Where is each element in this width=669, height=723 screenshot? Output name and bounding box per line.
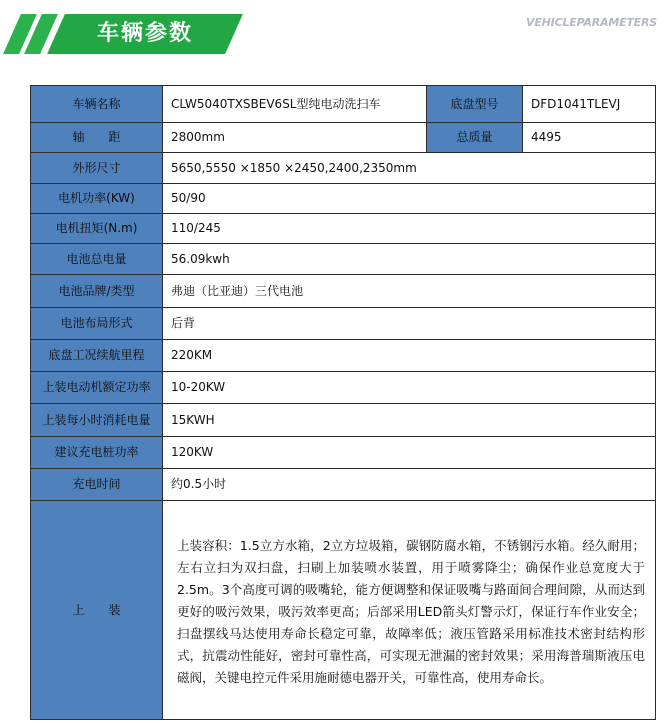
english-title: VEHICLEPARAMETERS <box>526 16 657 29</box>
table-row <box>31 153 656 184</box>
spec-value-charging-time: 约0.5小时 <box>163 469 656 501</box>
table-row <box>31 340 656 372</box>
spec-label-battery-layout: 电池布局形式 <box>31 308 163 340</box>
spec-label-upper-motor-power: 上装电动机额定功率 <box>31 372 163 404</box>
spec-value-battery-layout: 后背 <box>163 308 656 340</box>
spec-label-battery-brand: 电池品牌/类型 <box>31 275 163 308</box>
table-row <box>31 404 656 437</box>
spec-value-battery-capacity: 56.09kwh <box>163 244 656 275</box>
spec-label-motor-power: 电机功率(KW) <box>31 184 163 214</box>
table-row <box>31 123 656 153</box>
table-row <box>31 372 656 404</box>
spec-value-dimensions: 5650,5550 ×1850 ×2450,2400,2350mm <box>163 153 656 184</box>
table-row <box>31 275 656 308</box>
spec-value-upper-body-description: 上装容积：1.5立方水箱，2立方垃圾箱，碳钢防腐水箱，不锈钢污水箱。经久耐用；左右立扫为双扫盘，扫刷上加装喷水装置，用于喷雾降尘；确保作业总宽度大于2.5m。3个高度可调的吸嘴轮，能方便调整和保证吸嘴与路面间合理间隙，从而达到更好的吸污效果，吸污效率更高；后部采用LED箭头灯警示灯，保证行车作业安全；扫盘摆线马达使用寿命长稳定可靠，故障率低；液压管路采用标准技术密封结构形式，抗震动性能好，密封可靠性高，可实现无泄漏的密封效果；采用海普瑞斯液压电磁阀，关键电控元件采用施耐德电器开关，可靠性高，使用寿命长。 <box>163 501 656 720</box>
spec-value-charger-power: 120KW <box>163 437 656 469</box>
spec-label-total-mass: 总质量 <box>427 123 523 153</box>
spec-value-motor-torque: 110/245 <box>163 214 656 244</box>
spec-value-motor-power: 50/90 <box>163 184 656 214</box>
table-row <box>31 184 656 214</box>
spec-table <box>30 85 656 720</box>
table-row <box>31 86 656 123</box>
spec-label-dimensions: 外形尺寸 <box>31 153 163 184</box>
spec-label-motor-torque: 电机扭矩(N.m) <box>31 214 163 244</box>
spec-label-chassis-model: 底盘型号 <box>427 86 523 123</box>
spec-label-charger-power: 建议充电桩功率 <box>31 437 163 469</box>
table-row <box>31 469 656 501</box>
page-title: 车辆参数 <box>96 21 193 46</box>
spec-table-wrapper <box>30 85 655 720</box>
spec-label-wheelbase: 轴 距 <box>31 123 163 153</box>
header-banner <box>0 0 669 72</box>
table-row <box>31 501 656 720</box>
table-row <box>31 437 656 469</box>
spec-value-wheelbase: 2800mm <box>163 123 427 153</box>
spec-label-charging-time: 充电时间 <box>31 469 163 501</box>
spec-value-chassis-model: DFD1041TLEVJ <box>523 86 656 123</box>
spec-value-vehicle-name: CLW5040TXSBEV6SL型纯电动洗扫车 <box>163 86 427 123</box>
spec-label-upper-body: 上 装 <box>31 501 163 720</box>
spec-label-driving-range: 底盘工况续航里程 <box>31 340 163 372</box>
spec-value-upper-energy-use: 15KWH <box>163 404 656 437</box>
spec-value-upper-motor-power: 10-20KW <box>163 372 656 404</box>
spec-label-vehicle-name: 车辆名称 <box>31 86 163 123</box>
spec-label-upper-energy-use: 上装每小时消耗电量 <box>31 404 163 437</box>
table-row <box>31 244 656 275</box>
spec-label-battery-capacity: 电池总电量 <box>31 244 163 275</box>
table-row <box>31 214 656 244</box>
spec-value-driving-range: 220KM <box>163 340 656 372</box>
spec-value-total-mass: 4495 <box>523 123 656 153</box>
spec-value-battery-brand: 弗迪（比亚迪）三代电池 <box>163 275 656 308</box>
table-row <box>31 308 656 340</box>
